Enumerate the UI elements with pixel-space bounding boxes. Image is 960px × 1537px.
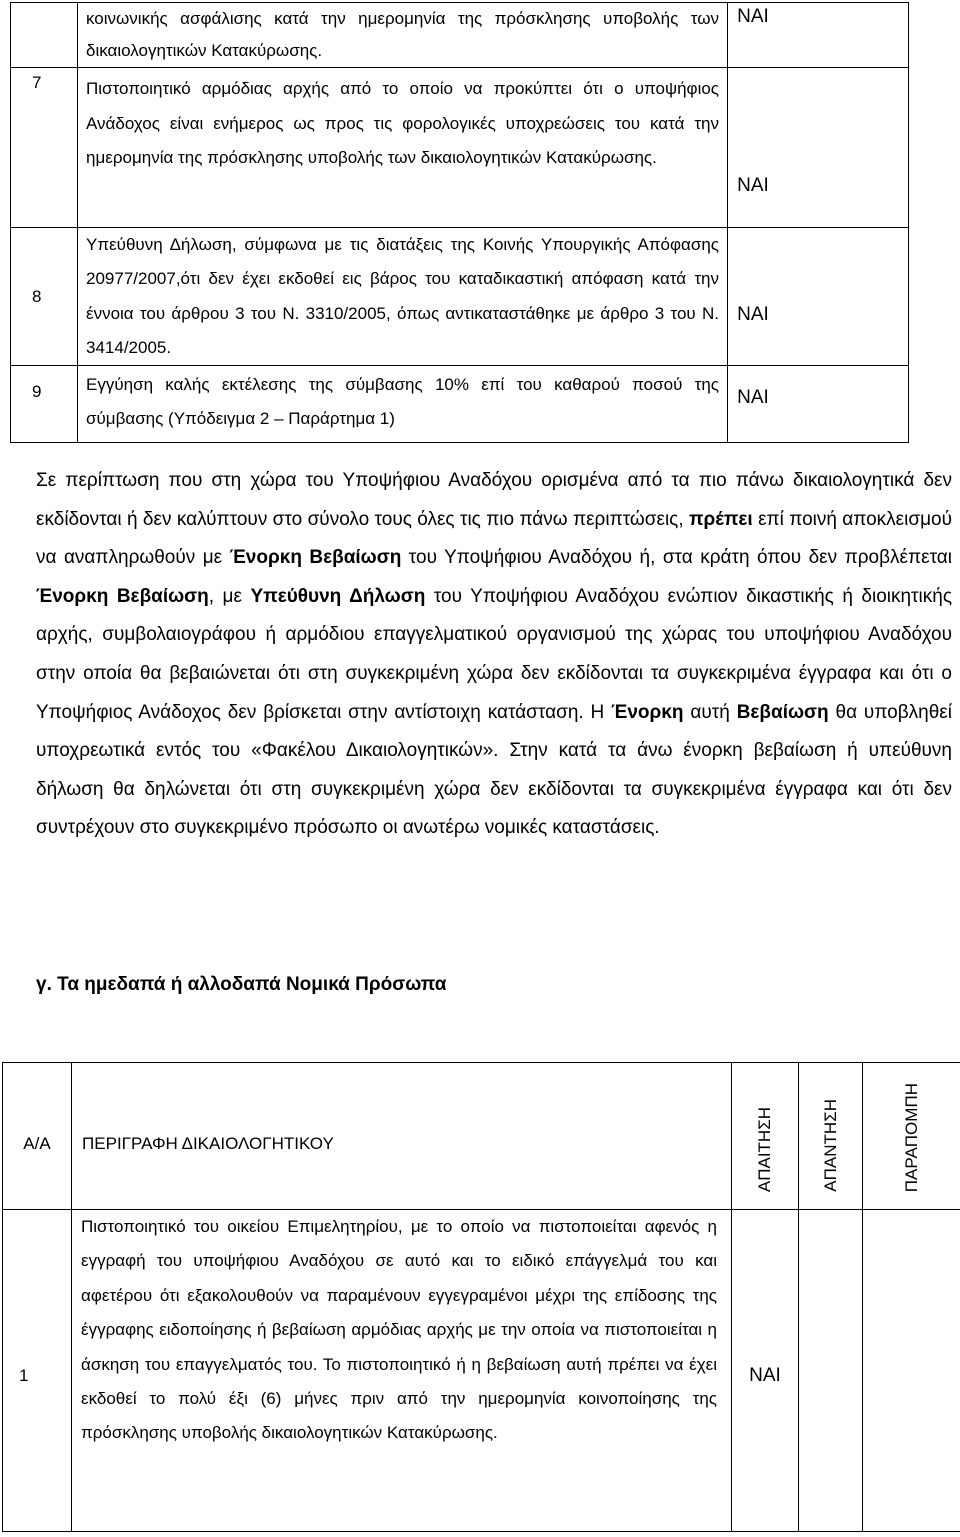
answer-value: ΝΑΙ <box>737 6 769 27</box>
table-row <box>11 3 909 68</box>
paragraph-bold-responsible-declaration: Υπεύθυνη Δήλωση <box>250 585 426 607</box>
row-description: Πιστοποιητικό αρμόδιας αρχής από το οποίο να προκύπτει ότι ο υποψήφιος Ανάδοχος είναι ενήμερος ως προς τις φορολογικές υποχρεώσεις του κατά την ημερομηνία της πρόσκλησης υποβολής των δικαιολογητικών Κατακύρωσης. <box>78 68 728 228</box>
section-heading: γ. Τα ημεδαπά ή αλλοδαπά Νομικά Πρόσωπα <box>36 974 447 995</box>
paragraph-text: θα υποβληθεί υποχρεωτικά εντός του «Φακέλου Δικαιολογητικών». Στην κατά τα άνω ένορκη βεβαίωση ή υπεύθυνη δήλωση θα δηλώνεται ότι στη συγκεκριμένη χώρα δεν εκδίδονται τα συγκεκριμένα έγγραφα και ότι δεν συντρέχουν στο συγκεκριμένο πρόσωπο οι ανωτέρω νομικές καταστάσεις. <box>36 701 952 839</box>
answer-value: ΝΑΙ <box>737 175 769 196</box>
paragraph-bold-must: πρέπει <box>688 508 753 530</box>
row-number <box>11 3 78 68</box>
page-footer-rule <box>34 1531 960 1532</box>
row-answer-cell <box>728 366 909 443</box>
paragraph-text: του Υποψήφιου Αναδόχου ενώπιον δικαστικής ή διοικητικής αρχής, συμβολαιογράφου ή αρμόδιου επαγγελματικού οργανισμού της χώρας του υποψήφιου Αναδόχου στην οποία θα βεβαιώνεται ότι στη συγκεκριμένη χώρα δεν εκδίδονται τα συγκεκριμένα έγγραφα και ότι ο Υποψήφιος Ανάδοχος δεν βρίσκεται στην αντίστοιχη κατάσταση. Η <box>36 585 952 723</box>
answer-value: ΝΑΙ <box>749 1364 781 1386</box>
row-description: κοινωνικής ασφάλισης κατά την ημερομηνία της πρόσκλησης υποβολής των δικαιολογητικών Κατακύρωσης. <box>78 3 728 68</box>
row-number: 8 <box>11 228 78 366</box>
row-answer-cell <box>728 68 909 228</box>
row-number: 9 <box>11 366 78 443</box>
table-row <box>11 366 909 443</box>
paragraph-text: επί ποινή αποκλεισμού να αναπληρωθούν με <box>36 508 953 569</box>
requirements-table-top <box>10 2 909 443</box>
row-answer-cell <box>728 3 909 68</box>
answer-value: ΝΑΙ <box>737 387 769 409</box>
exemption-paragraph <box>36 462 952 848</box>
table-row <box>11 228 909 366</box>
row-description: Υπεύθυνη Δήλωση, σύμφωνα με τις διατάξεις της Κοινής Υπουργικής Απόφασης 20977/2007,ότι δεν έχει εκδοθεί εις βάρος του καταδικαστική απόφαση κατά την έννοια του άρθρου 3 του Ν. 3310/2005, όπως αντικαταστάθηκε με άρθρο 3 του Ν. 3414/2005. <box>78 228 728 366</box>
paragraph-text: , με <box>208 585 251 607</box>
table-header-row <box>3 1063 960 1210</box>
header-description: ΠΕΡΙΓΡΑΦΗ ΔΙΚΑΙΟΛΟΓΗΤΙΚΟΥ <box>72 1063 732 1210</box>
row-number: 7 <box>11 68 78 228</box>
table-row <box>3 1210 960 1532</box>
row-description: Εγγύηση καλής εκτέλεσης της σύμβασης 10% επί του καθαρού ποσού της σύμβασης (Υπόδειγμα 2 – Παράρτημα 1) <box>78 366 728 443</box>
answer-value: ΝΑΙ <box>737 303 769 325</box>
row-number: 1 <box>3 1210 72 1532</box>
header-aa: Α/Α <box>3 1063 72 1210</box>
paragraph-bold-certification: Βεβαίωση <box>736 701 829 723</box>
paragraph-text: Σε περίπτωση που στη χώρα του Υποψήφιου Αναδόχου ορισμένα από τα πιο πάνω δικαιολογητικά δεν εκδίδονται ή δεν καλύπτουν στο σύνολο τους όλες τις πιο πάνω περιπτώσεις, <box>36 470 952 530</box>
paragraph-text: αυτή <box>683 701 737 723</box>
row-reference-cell <box>863 1210 960 1532</box>
row-answer-cell <box>728 228 909 366</box>
legal-entities-table <box>2 1062 960 1532</box>
row-answer-cell <box>732 1210 799 1532</box>
paragraph-text: του Υποψήφιου Αναδόχου ή, στα κράτη όπου δεν προβλέπεται <box>401 547 953 569</box>
paragraph-bold-sworn-statement: Ένορκη Βεβαίωση <box>229 547 402 569</box>
paragraph-bold-sworn: Ένορκη <box>611 701 684 723</box>
header-response: ΑΠΑΝΤΗΣΗ <box>799 1063 863 1210</box>
header-reference: ΠΑΡΑΠΟΜΠΗ <box>863 1063 960 1210</box>
row-description: Πιστοποιητικό του οικείου Επιμελητηρίου, με το οποίο να πιστοποιείται αφενός η εγγραφή του υποψήφιου Αναδόχου σε αυτό και το ειδικό επάγγελμά του και αφετέρου ότι εξακολουθούν να παραμένουν εγγεγραμένοι μέχρι της επίδοσης της έγγραφης ειδοποίησης ή βεβαίωση αρμόδιας αρχής με την οποία να πιστοποιείται η άσκηση του επαγγελματός του. Το πιστοποιητικό ή η βεβαίωση αυτή πρέπει να έχει εκδοθεί το πολύ έξι (6) μήνες πριν από την ημερομηνία κοινοποίησης της πρόσκλησης υποβολής δικαιολογητικών Κατακύρωσης. <box>72 1210 732 1532</box>
table-row <box>11 68 909 228</box>
row-response-cell <box>799 1210 863 1532</box>
header-requirement: ΑΠΑΙΤΗΣΗ <box>732 1063 799 1210</box>
paragraph-bold-sworn-statement: Ένορκη Βεβαίωση <box>36 585 209 607</box>
